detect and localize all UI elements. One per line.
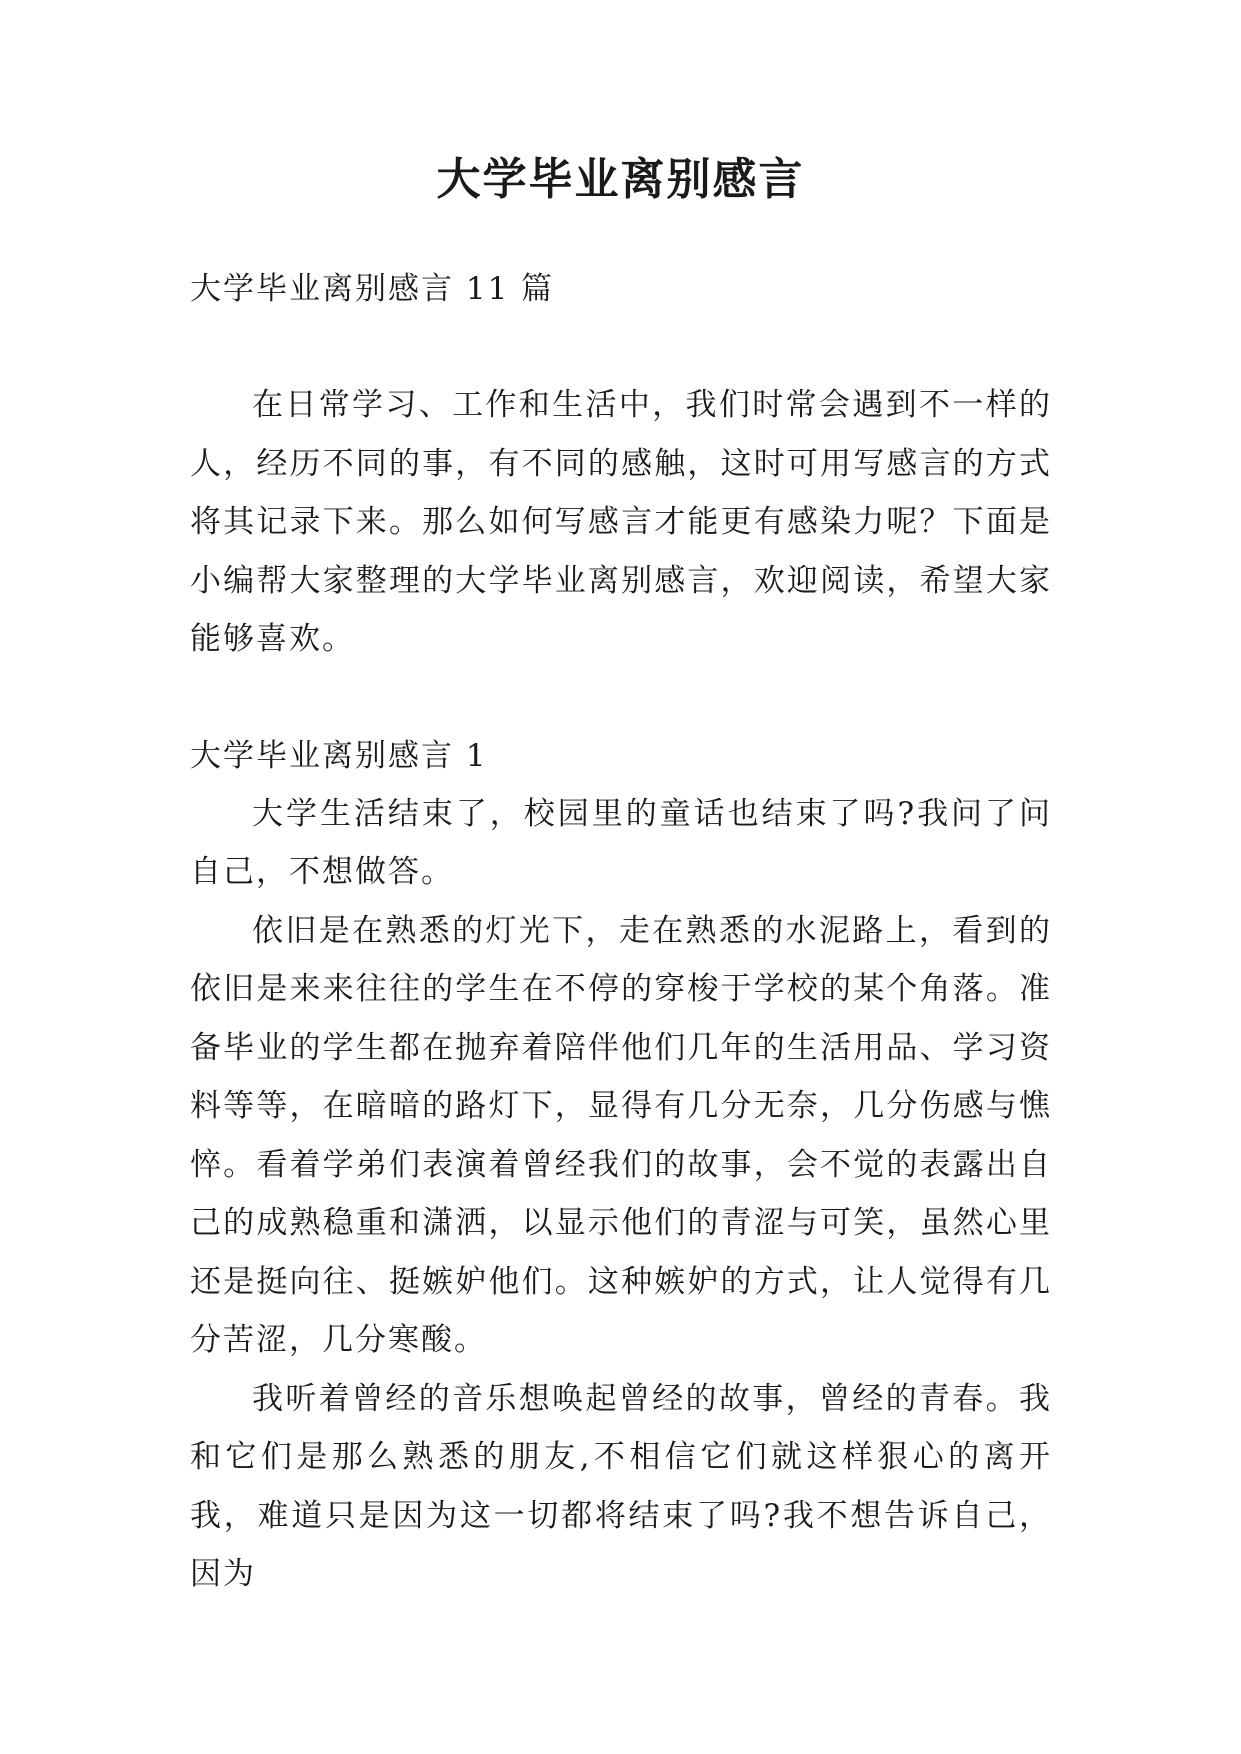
- document-body: [190, 260, 1052, 1604]
- body-paragraph: 依旧是在熟悉的灯光下，走在熟悉的水泥路上，看到的依旧是来来往往的学生在不停的穿梭于学校的某个角落。准备毕业的学生都在抛弃着陪伴他们几年的生活用品、学习资料等等，在暗暗的路灯下，显得有几分无奈，几分伤感与憔悴。看着学弟们表演着曾经我们的故事，会不觉的表露出自己的成熟稳重和潇洒，以显示他们的青涩与可笑，虽然心里还是挺向往、挺嫉妒他们。这种嫉妒的方式，让人觉得有几分苦涩，几分寒酸。: [190, 912, 1052, 1358]
- intro-paragraph: 在日常学习、工作和生活中，我们时常会遇到不一样的人，经历不同的事，有不同的感触，这时可用写感言的方式将其记录下来。那么如何写感言才能更有感染力呢？下面是小编帮大家整理的大学毕业离别感言，欢迎阅读，希望大家能够喜欢。: [190, 387, 1052, 657]
- spacer: [190, 318, 1052, 376]
- document-title: 大学毕业离别感言: [436, 154, 805, 205]
- body-paragraph: 大学生活结束了，校园里的童话也结束了吗?我问了问自己，不想做答。: [190, 795, 1052, 890]
- spacer: [190, 669, 1052, 727]
- body-paragraph: 我听着曾经的音乐想唤起曾经的故事，曾经的青春。我和它们是那么熟悉的朋友,不相信它们就这样狠心的离开我，难道只是因为这一切都将结束了吗?我不想告诉自己，因为: [190, 1380, 1052, 1592]
- section-heading: 大学毕业离别感言 1: [190, 737, 488, 774]
- document-subtitle: 大学毕业离别感言 11 篇: [190, 271, 555, 307]
